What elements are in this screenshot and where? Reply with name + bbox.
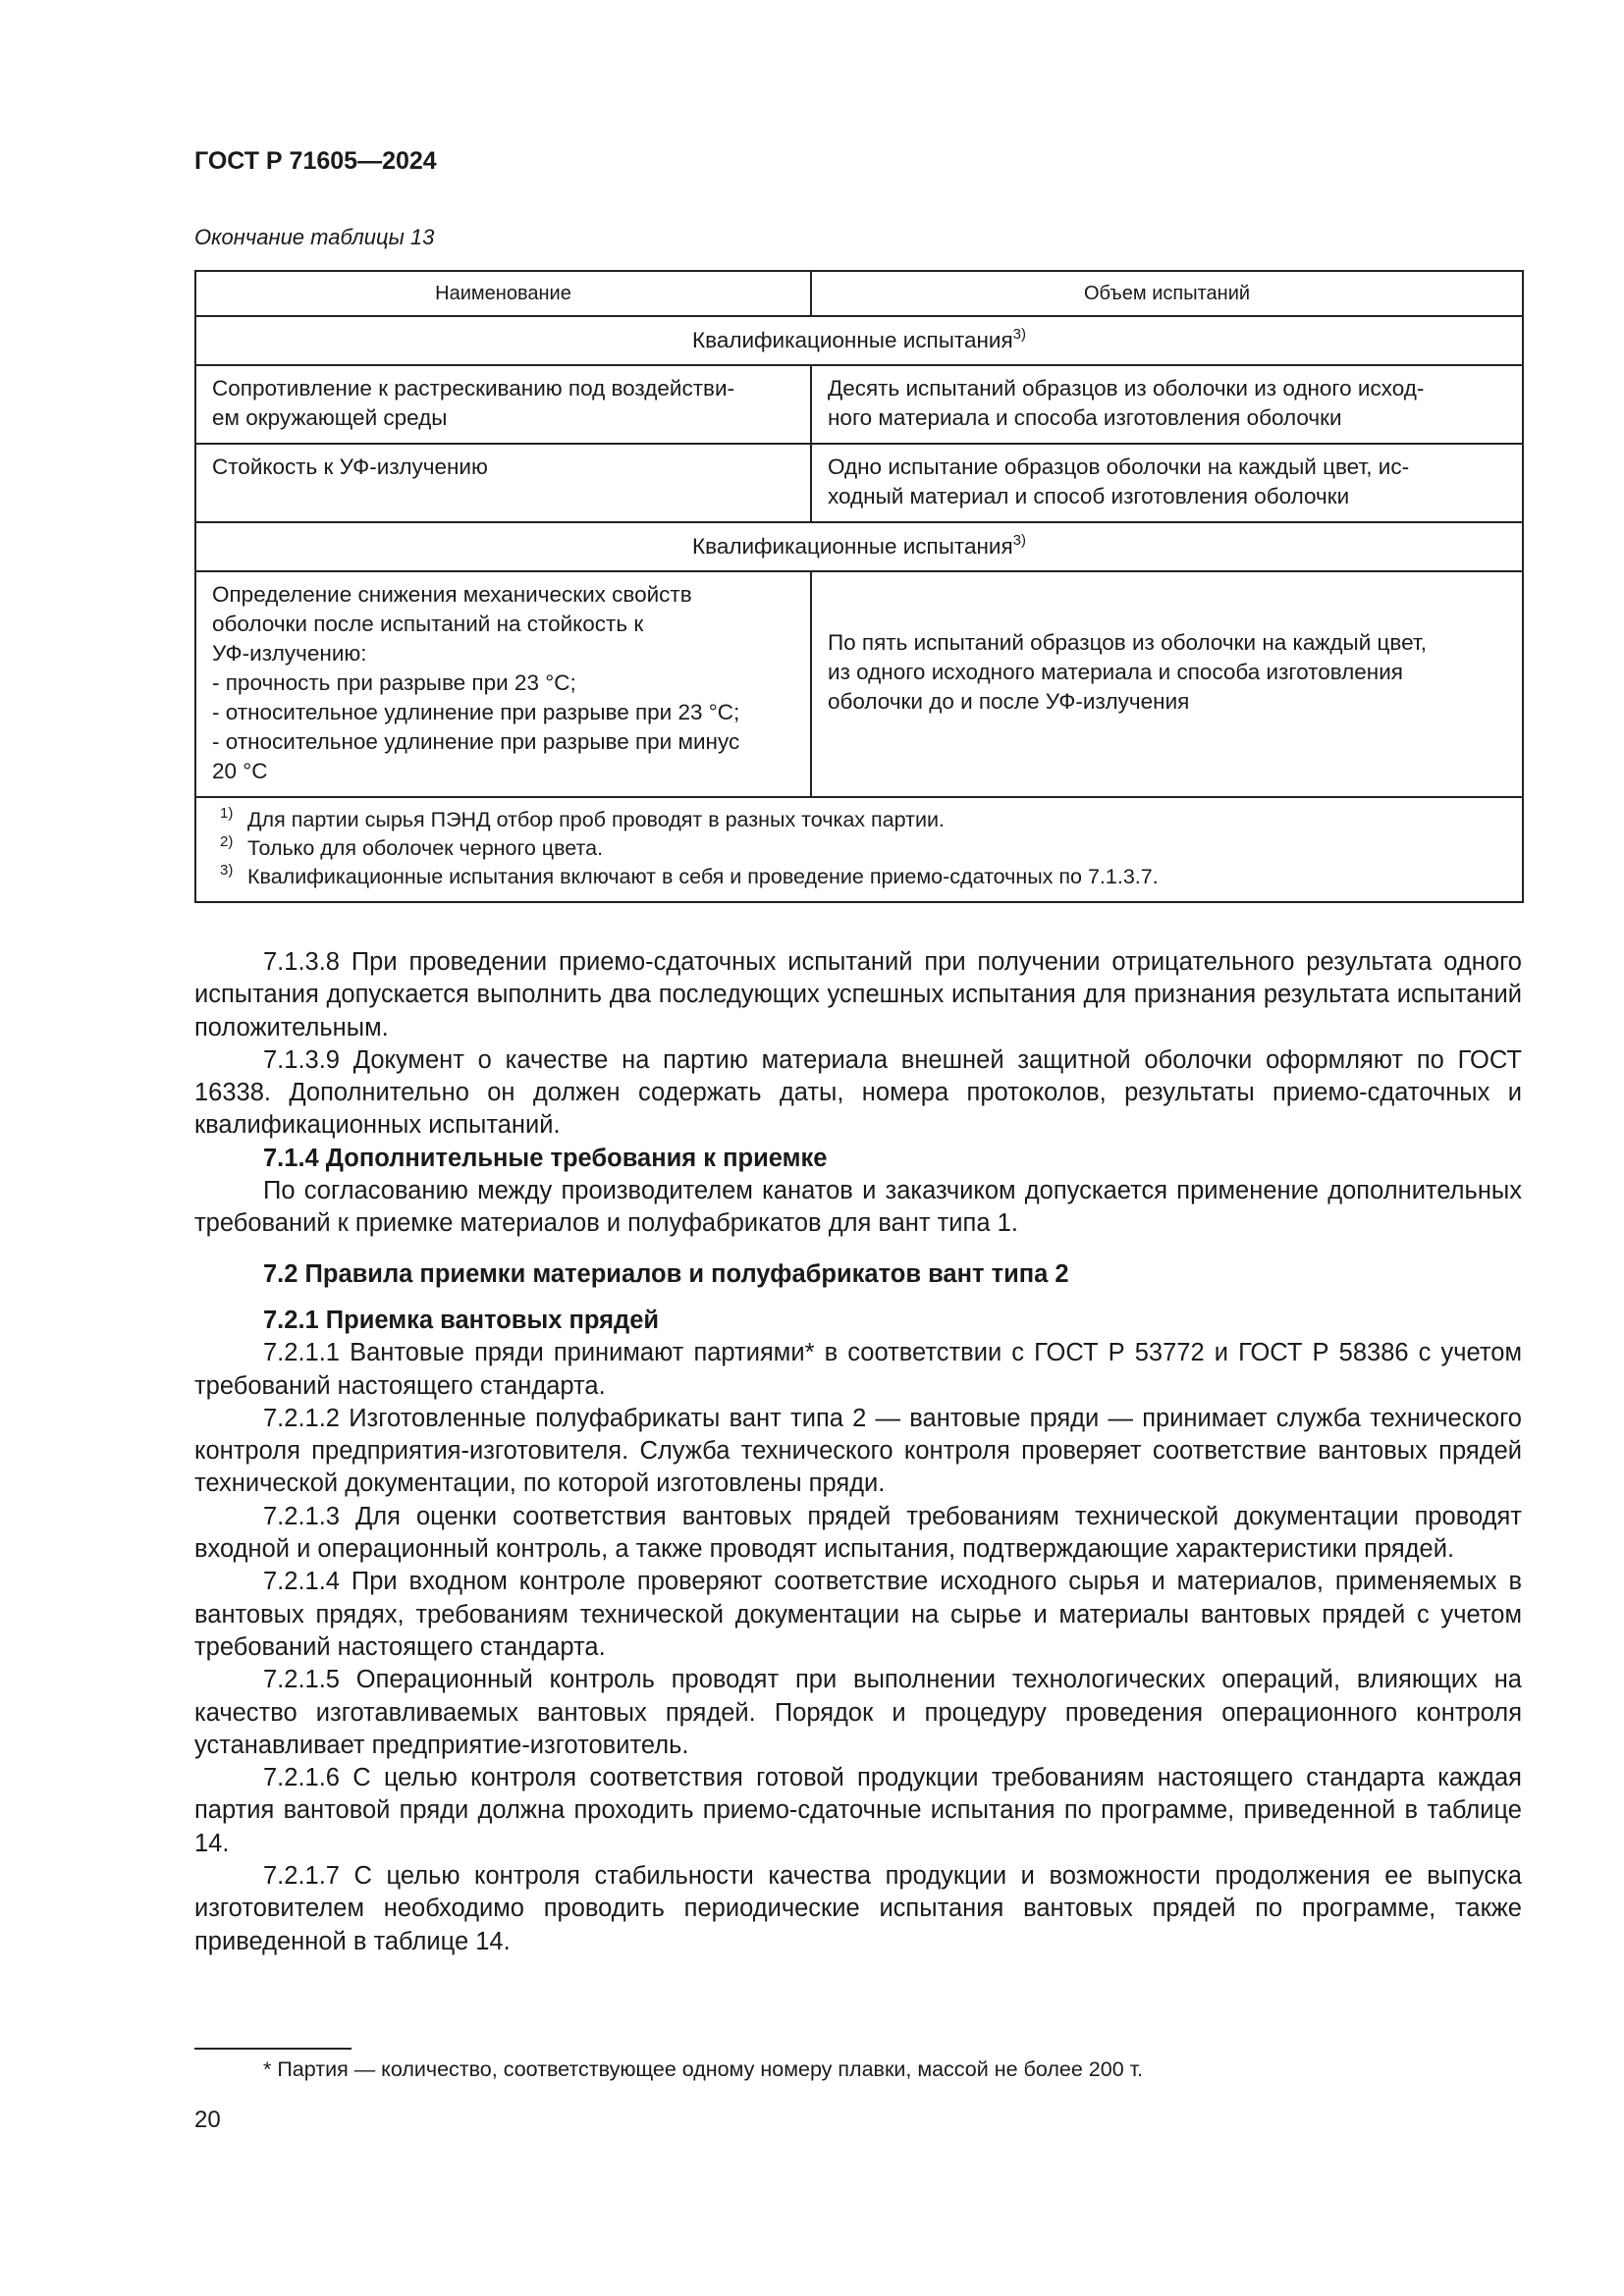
- group-label-qualification: Квалификационные испытания$^{3)}$: [195, 316, 1523, 365]
- column-header-name: Наименование: [195, 271, 811, 316]
- table-row: [195, 571, 1523, 797]
- paragraph-7-2-1-4: 7.2.1.4 При входном контроле проверяют соответствие исходного сырья и материалов, применяемых в вантовых прядях, требованиям технической документации на сырье и материалы вантовых прядей с учетом требований настоящего стандарта.: [194, 1568, 1522, 1661]
- paragraph-7-1-4: По согласованию между производителем канатов и заказчиком допускается применение дополнительных требований к приемке материалов и полуфабрикатов для вант типа 1.: [194, 1177, 1522, 1238]
- table-note: $^{2)}$ Только для оболочек черного цвета.: [220, 833, 604, 860]
- table-notes: [195, 797, 1523, 902]
- heading-7-1-4: 7.1.4 Дополнительные требования к приемке: [263, 1144, 828, 1172]
- group-label-qualification: Квалификационные испытания$^{3)}$: [195, 522, 1523, 571]
- table-note: $^{1)}$ Для партии сырья ПЭНД отбор проб проводят в разных точках партии.: [220, 805, 945, 831]
- footnote-divider: [194, 2048, 352, 2050]
- row-name-cell: Стойкость к УФ-излучению: [195, 444, 811, 522]
- table-caption: Окончание таблицы 13: [194, 225, 435, 249]
- document-header: ГОСТ Р 71605—2024: [194, 147, 437, 175]
- body-text: [194, 946, 1522, 1958]
- table-notes-row: [195, 797, 1523, 902]
- column-header-volume: Объем испытаний: [811, 271, 1523, 316]
- requirements-table: [194, 270, 1524, 903]
- paragraph-7-2-1-3: 7.2.1.3 Для оценки соответствия вантовых прядей требованиям технической документации проводят входной и операционный контроль, а также проводят испытания, подтверждающие характеристики прядей.: [194, 1502, 1522, 1564]
- table-group-row: [195, 522, 1523, 571]
- paragraph-7-2-1-7: 7.2.1.7 С целью контроля стабильности качества продукции и возможности продолжения ее выпуска изготовителем необходимо проводить периодические испытания вантовых прядей по программе, также приведенной в таблице 14.: [194, 1862, 1522, 1955]
- paragraph-7-2-1-1: 7.2.1.1 Вантовые пряди принимают партиями* в соответствии с ГОСТ Р 53772 и ГОСТ Р 58386 с учетом требований настоящего стандарта.: [194, 1339, 1522, 1400]
- paragraph-7-2-1-5: 7.2.1.5 Операционный контроль проводят при выполнении технологических операций, влияющих на качество изготавливаемых вантовых прядей. Порядок и процедуру проведения операционного контроля устанавливает предприятие-изготовитель.: [194, 1666, 1522, 1759]
- footnote: * Партия — количество, соответствующее одному номеру плавки, массой не более 200 т.: [263, 2057, 1144, 2081]
- heading-7-2: 7.2 Правила приемки материалов и полуфабрикатов вант типа 2: [263, 1259, 1069, 1288]
- row-volume-cell: Одно испытание образцов оболочки на каждый цвет, ис- ходный материал и способ изготовления оболочки: [811, 444, 1523, 522]
- paragraph-7-2-1-6: 7.2.1.6 С целью контроля соответствия готовой продукции требованиям настоящего стандарта каждая партия вантовой пряди должна проходить приемо-сдаточные испытания по программе, приведенной в таблице 14.: [194, 1764, 1522, 1857]
- table-header-row: [195, 271, 1523, 316]
- heading-7-2-1: 7.2.1 Приемка вантовых прядей: [263, 1306, 660, 1334]
- table-row: [195, 444, 1523, 522]
- row-volume-cell: По пять испытаний образцов из оболочки на каждый цвет, из одного исходного материала и способа изготовления оболочки до и после УФ-излучения: [811, 571, 1523, 797]
- paragraph-7-1-3-9: 7.1.3.9 Документ о качестве на партию материала внешней защитной оболочки оформляют по ГОСТ 16338. Дополнительно он должен содержать даты, номера протоколов, результаты приемо-сдаточных и квалификационных испытаний.: [194, 1045, 1522, 1140]
- row-volume-cell: Десять испытаний образцов из оболочки из одного исход- ного материала и способа изготовления оболочки: [811, 365, 1523, 444]
- table-note: $^{3)}$ Квалификационные испытания включают в себя и проведение приемо-сдаточных по 7.1.3.7.: [220, 862, 1159, 888]
- table-row: [195, 365, 1523, 444]
- page-number: 20: [194, 2107, 221, 2133]
- row-name-cell: Сопротивление к растрескиванию под воздействи- ем окружающей среды: [195, 365, 811, 444]
- paragraph-7-1-3-8: 7.1.3.8 При проведении приемо-сдаточных испытаний при получении отрицательного результата одного испытания допускается выполнить два последующих успешных испытания для признания результата испытаний положительным.: [194, 948, 1522, 1041]
- row-name-cell: Определение снижения механических свойств оболочки после испытаний на стойкость к УФ-излучению: - прочность при разрыве при 23 °С; - относительное удлинение при разрыве при 23 °С; - относительное удлинение при разрыве при минус 20 °С: [195, 571, 811, 797]
- table-group-row: [195, 316, 1523, 365]
- paragraph-7-2-1-2: 7.2.1.2 Изготовленные полуфабрикаты вант типа 2 — вантовые пряди — принимает служба технического контроля предприятия-изготовителя. Служба технического контроля проверяет соответствие вантовых прядей технической документации, по которой изготовлены пряди.: [194, 1404, 1522, 1498]
